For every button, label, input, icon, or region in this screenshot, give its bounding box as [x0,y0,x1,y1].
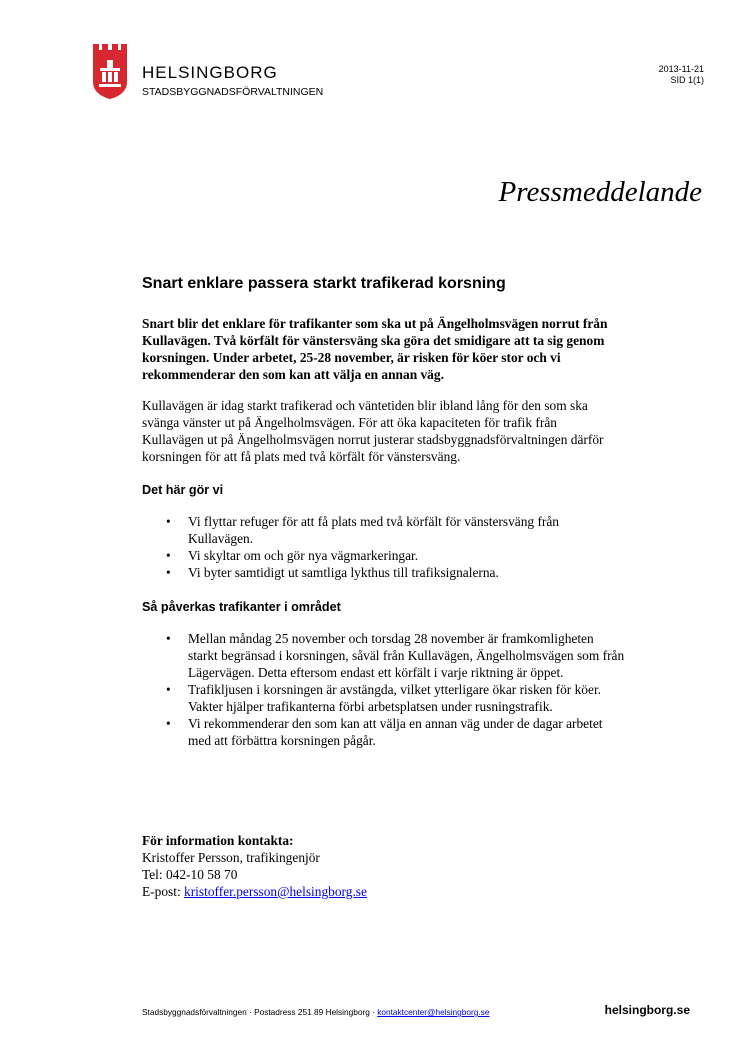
actions-list [166,513,626,581]
list-item: • Vi skyltar om och gör nya vägmarkeringar. [166,547,626,564]
list-item: • Vi flyttar refuger för att få plats med två körfält för vänstersväng från Kullavägen. [166,513,626,547]
contact-email-link[interactable]: kristoffer.persson@helsingborg.se [184,884,367,899]
contact-phone: Tel: 042-10 58 70 [142,867,238,882]
list-item: • Vi rekommenderar den som kan att välja en annan väg under de dagar arbetet med att förbättra korsningen pågår. [166,715,626,749]
section-heading-impact: Så påverkas trafikanter i området [142,600,341,614]
document-type: Pressmeddelande [498,176,702,208]
document-meta [659,64,704,86]
org-name: HELSINGBORG [142,63,278,82]
footer-address-text: Stadsbyggnadsförvaltningen · Postadress 251 89 Helsingborg · [142,1007,378,1017]
list-item: • Mellan måndag 25 november och torsdag 28 november är framkomligheten starkt begränsad i korsningen, såväl från Kullavägen, Ängelholmsvägen som från Lägervägen. Detta eftersom endast ett körfält i varje riktning är öppet. [166,630,626,681]
contact-email-label: E-post: [142,884,185,899]
document-date: 2013-11-21 [658,64,704,74]
footer-address [142,1007,489,1017]
body-paragraph: Kullavägen är idag starkt trafikerad och väntetiden blir ibland lång för den som ska svänga vänster ut på Ängelholmsvägen. För att öka kapaciteten för trafik från Kullavägen ut på Ängelholmsvägen norrut justerar stadsbyggnadsförvaltningen därför korsningen för att få plats med två körfält för vänstersväng. [142,398,604,464]
list-item: • Trafikljusen i korsningen är avstängda, vilket ytterligare ökar risken för köer. Vakter hjälper trafikanterna förbi arbetsplatsen under rusningstrafik. [166,681,626,715]
contact-email-row [142,883,367,900]
contact-block [142,832,367,900]
page-number: SID 1(1) [670,75,704,85]
footer-email-link[interactable]: kontaktcenter@helsingborg.se [377,1007,490,1017]
list-item: • Vi byter samtidigt ut samtliga lykthus till trafiksignalerna. [166,564,626,581]
contact-name: Kristoffer Persson, trafikingenjör [142,850,320,865]
impact-list [166,630,626,749]
lead-paragraph: Snart blir det enklare för trafikanter som ska ut på Ängelholmsvägen norrut från Kullavägen. Två körfält för vänstersväng ska göra det smidigare att ta sig genom korsningen. Under arbetet, 25-28 november, är risken för köer stor och vi rekommenderar den som kan att välja en annan väg. [142,316,608,382]
section-heading-actions: Det här gör vi [142,483,224,497]
contact-heading: För information kontakta: [142,833,294,848]
city-crest-icon [92,42,128,100]
department-name: STADSBYGGNADSFÖRVALTNINGEN [142,86,324,98]
headline: Snart enklare passera starkt trafikerad korsning [142,275,506,292]
footer-website: helsingborg.se [604,1003,690,1017]
